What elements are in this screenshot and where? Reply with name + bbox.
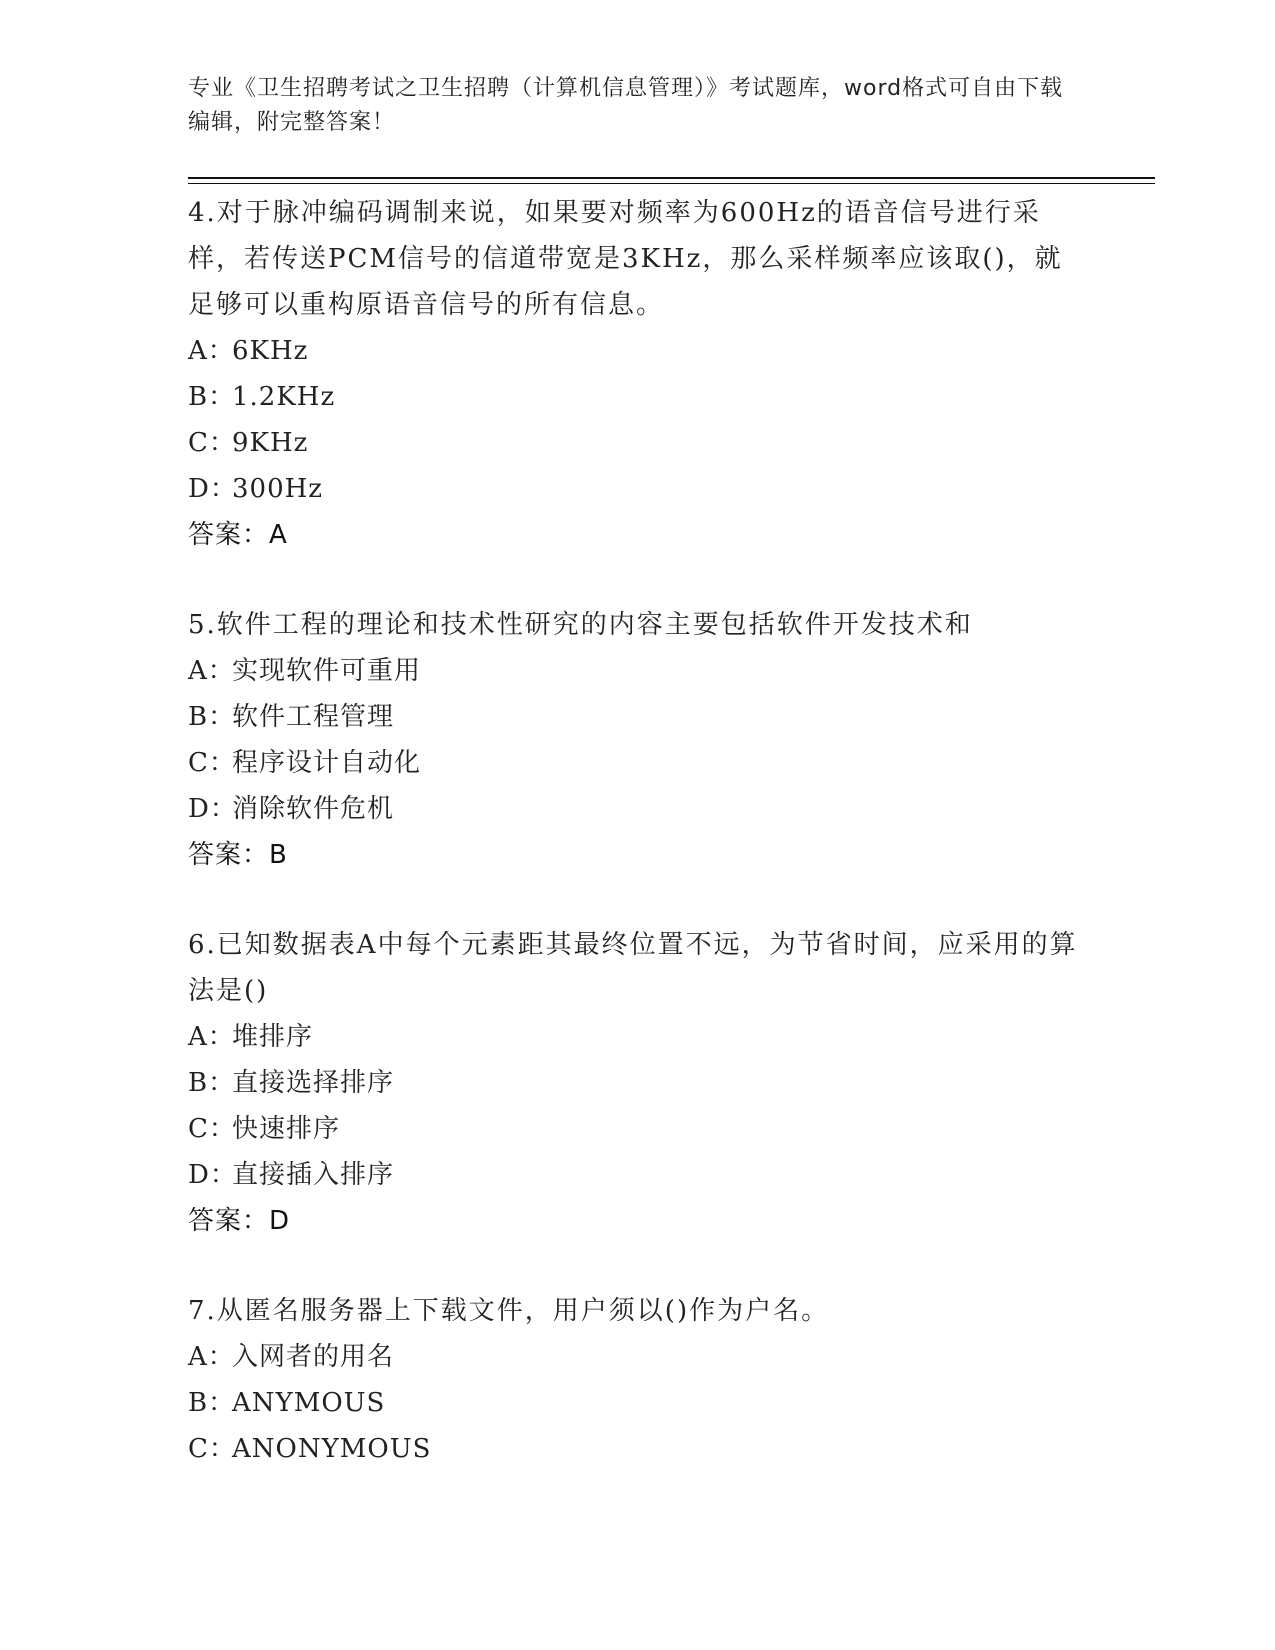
- option-c: [188, 1106, 1088, 1152]
- header-divider-thick: [188, 177, 1155, 179]
- option-letter: B：: [188, 382, 236, 412]
- option-text: 程序设计自动化: [232, 748, 422, 778]
- option-b: [188, 1060, 1088, 1106]
- option-d: [188, 786, 1088, 832]
- option-c: [188, 1426, 1088, 1472]
- option-letter: D：: [188, 474, 237, 504]
- question-list: [188, 190, 1088, 1516]
- header-divider-thin: [188, 183, 1155, 184]
- option-letter: B：: [188, 1068, 236, 1098]
- option-a: [188, 1334, 1088, 1380]
- question-5: [188, 602, 1088, 878]
- option-letter: A：: [188, 1342, 235, 1372]
- option-a: [188, 648, 1088, 694]
- question-4: [188, 190, 1088, 558]
- option-text: ANONYMOUS: [232, 1434, 432, 1464]
- answer-label: 答案：D: [188, 1206, 291, 1236]
- option-text: 直接插入排序: [232, 1160, 395, 1190]
- option-text: 9KHz: [232, 428, 309, 458]
- option-letter: C：: [188, 1114, 236, 1144]
- option-letter: C：: [188, 428, 236, 458]
- option-c: [188, 740, 1088, 786]
- option-a: [188, 328, 1088, 374]
- option-letter: B：: [188, 702, 236, 732]
- option-letter: D：: [188, 794, 237, 824]
- option-letter: D：: [188, 1160, 237, 1190]
- option-a: [188, 1014, 1088, 1060]
- option-b: [188, 374, 1088, 420]
- option-text: 堆排序: [232, 1022, 314, 1052]
- option-text: ANYMOUS: [232, 1388, 386, 1418]
- document-header: 专业《卫生招聘考试之卫生招聘（计算机信息管理）》考试题库，word格式可自由下载编辑，附完整答案！: [188, 76, 1064, 135]
- option-text: 6KHz: [232, 336, 309, 366]
- option-c: [188, 420, 1088, 466]
- option-text: 实现软件可重用: [232, 656, 422, 686]
- option-text: 入网者的用名: [232, 1342, 395, 1372]
- option-d: [188, 1152, 1088, 1198]
- option-letter: A：: [188, 656, 235, 686]
- option-b: [188, 694, 1088, 740]
- option-text: 快速排序: [232, 1114, 341, 1144]
- option-letter: A：: [188, 336, 235, 366]
- option-d: [188, 466, 1088, 512]
- option-text: 300Hz: [232, 474, 323, 504]
- question-text: 7.从匿名服务器上下载文件，用户须以()作为户名。: [188, 1296, 830, 1326]
- option-text: 软件工程管理: [232, 702, 395, 732]
- option-b: [188, 1380, 1088, 1426]
- question-6: [188, 922, 1088, 1244]
- question-text: 4.对于脉冲编码调制来说，如果要对频率为600Hz的语音信号进行采样，若传送PCM信号的信道带宽是3KHz，那么采样频率应该取()，就足够可以重构原语音信号的所有信息。: [188, 198, 1063, 320]
- answer-label: 答案：A: [188, 520, 288, 550]
- option-letter: C：: [188, 748, 236, 778]
- option-text: 直接选择排序: [232, 1068, 395, 1098]
- answer-label: 答案：B: [188, 840, 288, 870]
- option-text: 消除软件危机: [232, 794, 395, 824]
- option-text: 1.2KHz: [232, 382, 336, 412]
- question-7: [188, 1288, 1088, 1472]
- question-text: 6.已知数据表A中每个元素距其最终位置不远，为节省时间，应采用的算法是(): [188, 930, 1078, 1006]
- option-letter: B：: [188, 1388, 236, 1418]
- question-text: 5.软件工程的理论和技术性研究的内容主要包括软件开发技术和: [188, 610, 973, 640]
- option-letter: C：: [188, 1434, 236, 1464]
- option-letter: A：: [188, 1022, 235, 1052]
